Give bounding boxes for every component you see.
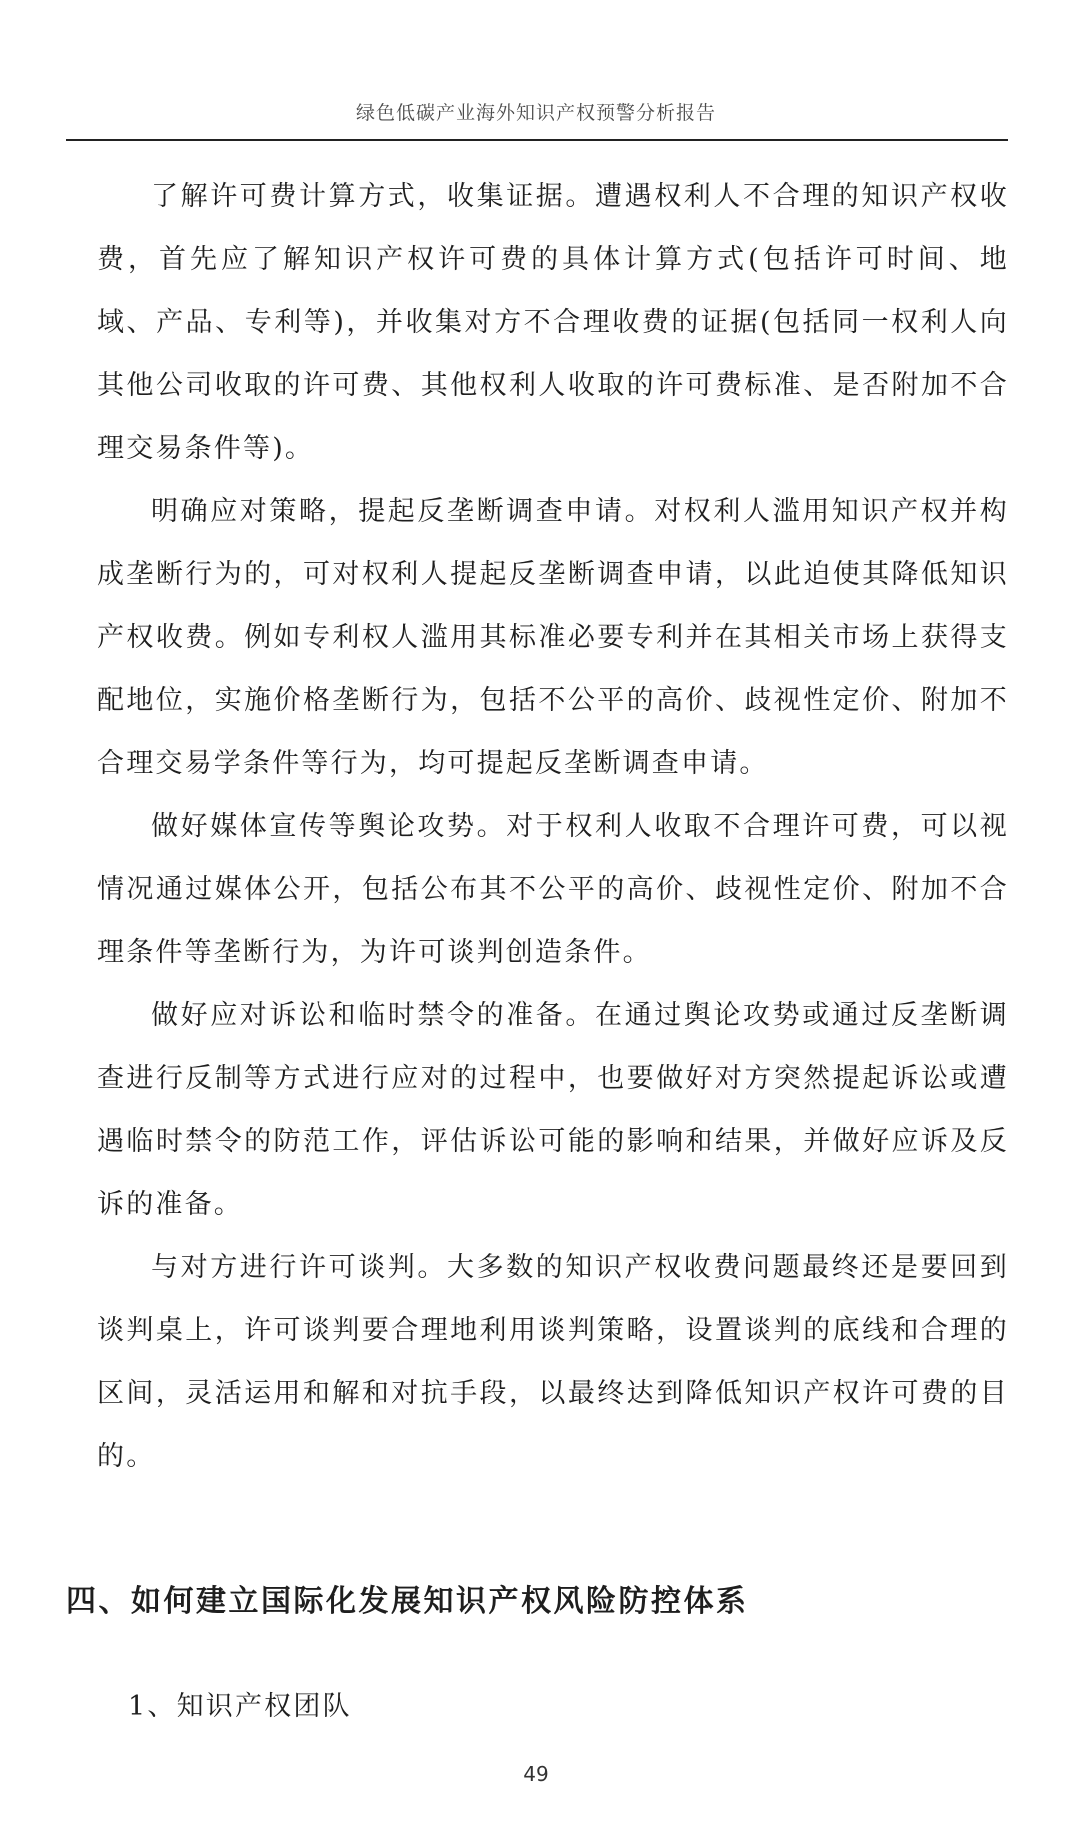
paragraph-litigation: 做好应对诉讼和临时禁令的准备。在通过舆论攻势或通过反垄断调查进行反制等方式进行应对的过程中，也要做好对方突然提起诉讼或遭遇临时禁令的防范工作，评估诉讼可能的影响和结果，并做好应诉及反诉的准备。: [97, 1000, 1009, 1220]
sub-heading: 1、知识产权团队: [128, 1691, 352, 1722]
header-divider: [66, 139, 1008, 141]
paragraph-negotiation: 与对方进行许可谈判。大多数的知识产权收费问题最终还是要回到谈判桌上，许可谈判要合理地利用谈判策略，设置谈判的底线和合理的区间，灵活运用和解和对抗手段，以最终达到降低知识产权许可费的目的。: [97, 1252, 1009, 1472]
running-header: 绿色低碳产业海外知识产权预警分析报告: [355, 102, 716, 124]
body-text: [97, 165, 1009, 1488]
page-number: 49: [523, 1762, 549, 1786]
paragraph-media: 做好媒体宣传等舆论攻势。对于权利人收取不合理许可费，可以视情况通过媒体公开，包括公布其不公平的高价、歧视性定价、附加不合理条件等垄断行为，为许可谈判创造条件。: [97, 811, 1009, 968]
section-heading: 四、如何建立国际化发展知识产权风险防控体系: [66, 1584, 749, 1619]
paragraph-antitrust: 明确应对策略，提起反垄断调查申请。对权利人滥用知识产权并构成垄断行为的，可对权利人提起反垄断调查申请，以此迫使其降低知识产权收费。例如专利权人滥用其标准必要专利并在其相关市场上获得支配地位，实施价格垄断行为，包括不公平的高价、歧视性定价、附加不合理交易学条件等行为，均可提起反垄断调查申请。: [97, 496, 1009, 779]
paragraph-license-fee: 了解许可费计算方式，收集证据。遭遇权利人不合理的知识产权收费，首先应了解知识产权许可费的具体计算方式(包括许可时间、地域、产品、专利等)，并收集对方不合理收费的证据(包括同一权利人向其他公司收取的许可费、其他权利人收取的许可费标准、是否附加不合理交易条件等)。: [97, 181, 1009, 464]
